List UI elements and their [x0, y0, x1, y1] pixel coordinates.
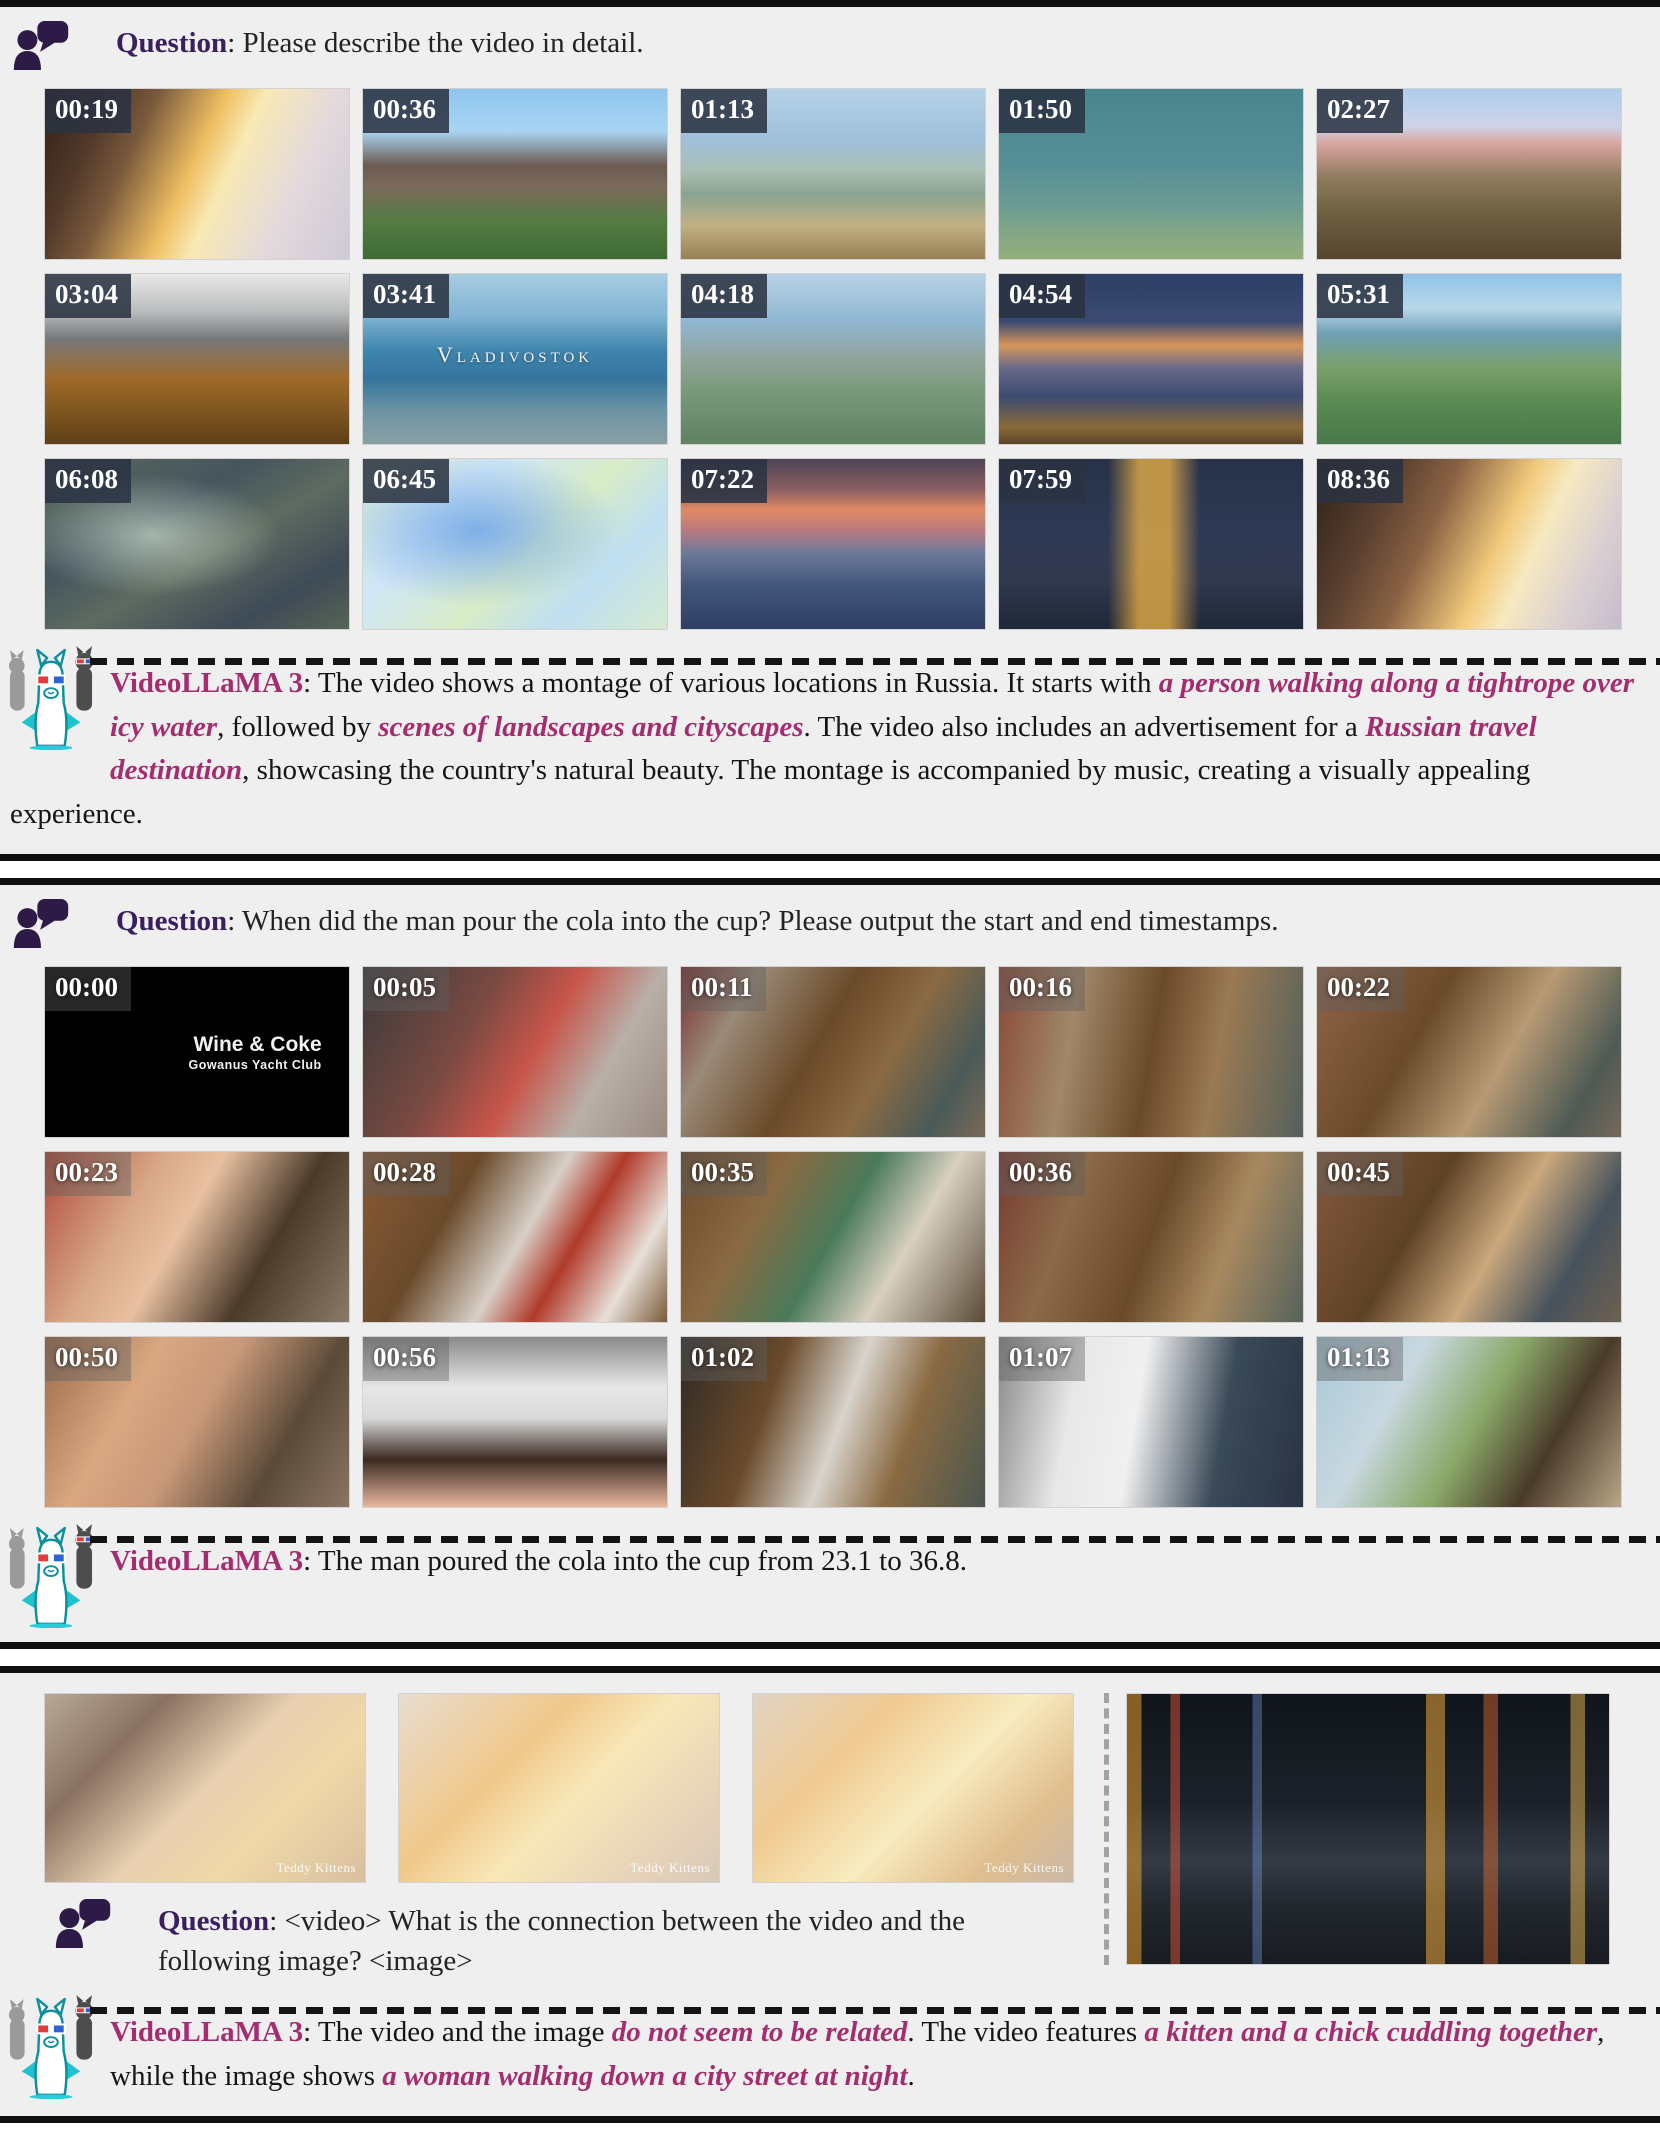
answer-phrase: . The video features	[907, 2016, 1145, 2049]
answer-text-1	[10, 662, 1646, 836]
question-text	[116, 19, 644, 63]
dashed-separator	[90, 2007, 1660, 2014]
video-frame-00:36	[362, 88, 668, 260]
timestamp-badge: 00:11	[681, 967, 766, 1011]
watermark-text: Teddy Kittens	[630, 1860, 710, 1875]
timestamp-badge: 06:08	[45, 459, 131, 503]
timestamp-badge: 00:36	[363, 89, 449, 133]
video-frame-00:05	[362, 966, 668, 1138]
videollama-logo-icon	[8, 1993, 94, 2099]
timestamp-badge: 00:23	[45, 1152, 131, 1196]
video-frame-05:31	[1316, 273, 1622, 445]
watermark-text: Teddy Kittens	[276, 1860, 356, 1875]
watermark-text: Teddy Kittens	[984, 1860, 1064, 1875]
model-answer-block-1	[0, 642, 1660, 854]
answer-phrase: : The video and the image	[303, 2016, 612, 2049]
model-name: VideoLLaMA 3	[110, 1545, 304, 1577]
video-frame-02:27	[1316, 88, 1622, 260]
model-name: VideoLLaMA 3	[110, 667, 304, 699]
video-frame-03:04	[44, 273, 350, 445]
answer-phrase: , followed by	[217, 710, 379, 743]
video-frame-grid-2	[0, 952, 1660, 1520]
video-frame-00:16	[998, 966, 1304, 1138]
video-frame-07:59	[998, 458, 1304, 630]
video-frame-01:13	[1316, 1336, 1622, 1508]
timestamp-badge: 04:18	[681, 274, 767, 318]
question-text	[116, 897, 1278, 941]
example-panel-video-description	[0, 0, 1660, 861]
answer-phrase: . The video also includes an advertisement for a	[803, 710, 1366, 743]
timestamp-badge: 02:27	[1317, 89, 1403, 133]
timestamp-badge: 05:31	[1317, 274, 1403, 318]
video-frame	[1126, 1693, 1610, 1965]
dashed-vertical-divider	[1104, 1693, 1109, 1965]
timestamp-badge: 00:45	[1317, 1152, 1403, 1196]
answer-rich-text	[110, 2016, 1604, 2092]
timestamp-badge: 00:28	[363, 1152, 449, 1196]
question-label: Question	[116, 905, 228, 937]
user-question-icon	[12, 899, 70, 948]
question-body: When did the man pour the cola into the cup? Please output the start and end timestamps.	[241, 905, 1279, 937]
question-row	[44, 1883, 1084, 1985]
video-frame-01:13	[680, 88, 986, 260]
answer-text-3	[10, 2011, 1646, 2098]
video-frame-00:23	[44, 1151, 350, 1323]
video-frame-00:36	[998, 1151, 1304, 1323]
timestamp-badge: 07:22	[681, 459, 767, 503]
video-frame-00:35	[680, 1151, 986, 1323]
colon: :	[227, 27, 243, 59]
question-label: Question	[116, 27, 228, 59]
frame-title-text: Vladivostok	[436, 342, 594, 367]
frame-brand-text: Wine & Coke Gowanus Yacht Club	[188, 1032, 322, 1072]
timestamp-badge: 01:02	[681, 1337, 767, 1381]
media-row	[0, 1673, 1660, 1991]
highlighted-phrase: a person walking along a tightrope over icy water	[110, 667, 1635, 743]
video-frame-00:56	[362, 1336, 668, 1508]
timestamp-badge: 00:16	[999, 967, 1085, 1011]
model-name: VideoLLaMA 3	[110, 2016, 304, 2049]
timestamp-badge: 06:45	[363, 459, 449, 503]
highlighted-phrase: a kitten and a chick cuddling together	[1144, 2016, 1598, 2049]
model-answer-block-2	[0, 1520, 1660, 1642]
video-frame-08:36	[1316, 458, 1622, 630]
model-answer-block-3	[0, 1991, 1660, 2116]
timestamp-badge: 00:50	[45, 1337, 131, 1381]
user-question-icon	[12, 21, 70, 70]
video-frame-04:18	[680, 273, 986, 445]
video-frame-03:41	[362, 273, 668, 445]
user-question-icon	[54, 1899, 112, 1948]
timestamp-badge: 03:41	[363, 274, 449, 318]
question-row	[0, 7, 1660, 74]
question-text	[158, 1897, 1076, 1981]
answer-phrase: : The man poured the cola into the cup from 23.1 to 36.8.	[303, 1545, 967, 1577]
video-frame-00:00	[44, 966, 350, 1138]
answer-phrase: , while the image shows	[110, 2016, 1605, 2092]
timestamp-badge: 08:36	[1317, 459, 1403, 503]
colon: :	[227, 905, 242, 937]
dashed-separator	[90, 658, 1660, 665]
timestamp-badge: 00:22	[1317, 967, 1403, 1011]
question-row	[0, 885, 1660, 952]
video-frame	[752, 1693, 1074, 1883]
timestamp-badge: 01:13	[681, 89, 767, 133]
answer-rich-text	[303, 1545, 967, 1577]
answer-phrase: : The video shows a montage of various locations in Russia. It starts with	[303, 667, 1159, 699]
query-image-wrap	[1126, 1693, 1610, 1965]
video-frame-row-3	[44, 1693, 1084, 1883]
video-frame-06:08	[44, 458, 350, 630]
question-body: <video> What is the connection between the video and the following image? <image>	[158, 1905, 965, 1978]
timestamp-badge: 00:56	[363, 1337, 449, 1381]
question-body: Please describe the video in detail.	[242, 27, 644, 59]
video-column	[44, 1693, 1084, 1985]
video-frame-01:50	[998, 88, 1304, 260]
highlighted-phrase: do not seem to be related	[611, 2016, 908, 2049]
dashed-separator	[90, 1536, 1660, 1543]
timestamp-badge: 01:50	[999, 89, 1085, 133]
answer-phrase: , showcasing the country's natural beauty. The montage is accompanied by music, creating a visually appealing experience.	[10, 754, 1531, 830]
highlighted-phrase: scenes of landscapes and cityscapes	[378, 710, 804, 743]
videollama-logo-icon	[8, 1522, 94, 1628]
highlighted-phrase: Russian travel destination	[110, 710, 1537, 786]
timestamp-badge: 00:35	[681, 1152, 767, 1196]
timestamp-badge: 00:36	[999, 1152, 1085, 1196]
video-frame-00:11	[680, 966, 986, 1138]
timestamp-badge: 00:00	[45, 967, 131, 1011]
video-frame	[44, 1693, 366, 1883]
video-frame-00:45	[1316, 1151, 1622, 1323]
video-frame-00:50	[44, 1336, 350, 1508]
video-frame-00:28	[362, 1151, 668, 1323]
timestamp-badge: 07:59	[999, 459, 1085, 503]
videollama-logo-icon	[8, 644, 94, 750]
video-frame-00:19	[44, 88, 350, 260]
video-frame-04:54	[998, 273, 1304, 445]
example-panel-video-image-connection	[0, 1666, 1660, 2123]
video-frame-06:45	[362, 458, 668, 630]
answer-phrase: .	[907, 2059, 915, 2092]
highlighted-phrase: a woman walking down a city street at night	[382, 2059, 908, 2092]
video-frame-07:22	[680, 458, 986, 630]
video-frame	[398, 1693, 720, 1883]
example-panel-temporal-grounding	[0, 878, 1660, 1649]
timestamp-badge: 01:07	[999, 1337, 1085, 1381]
timestamp-badge: 01:13	[1317, 1337, 1403, 1381]
video-frame-grid-1	[0, 74, 1660, 642]
video-frame-01:07	[998, 1336, 1304, 1508]
colon: :	[269, 1905, 285, 1937]
timestamp-badge: 03:04	[45, 274, 131, 318]
timestamp-badge: 00:05	[363, 967, 449, 1011]
timestamp-badge: 00:19	[45, 89, 131, 133]
question-label: Question	[158, 1905, 270, 1937]
video-frame-00:22	[1316, 966, 1622, 1138]
answer-text-2	[10, 1540, 1646, 1584]
video-frame-01:02	[680, 1336, 986, 1508]
timestamp-badge: 04:54	[999, 274, 1085, 318]
